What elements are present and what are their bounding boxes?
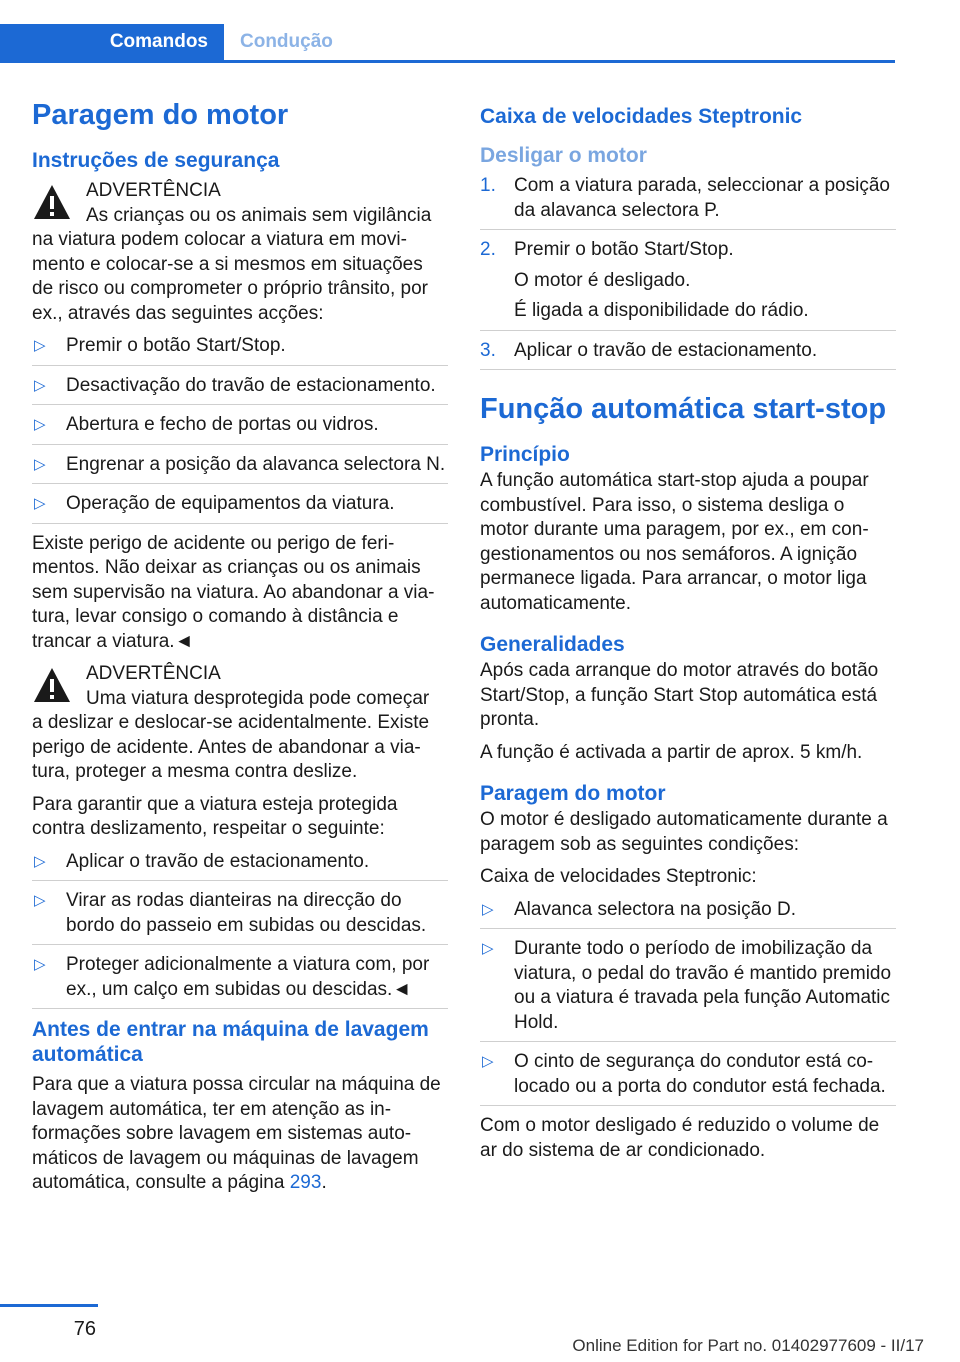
tab-conducao[interactable]: Condução bbox=[240, 31, 333, 52]
warning-triangle-icon bbox=[32, 183, 72, 221]
triangle-bullet-icon: ▷ bbox=[482, 1053, 494, 1070]
principle-heading: Princípio bbox=[480, 443, 570, 466]
principle-text: A função automática start-stop ajuda a poupar combustível. Para isso, o sistema desliga o motor durante uma paragem, por ex., em congestionamentos ou nos semáforos. A ignição permanece ligada. Para arrancar, o motor liga automaticamente. bbox=[480, 470, 869, 614]
triangle-bullet-icon: ▷ bbox=[34, 892, 46, 909]
warning-closing: Existe perigo de acidente ou perigo de ferimentos. Não deixar as crianças ou os animais sem supervisão na viatura. Ao abandonar a viatura, levar consigo o comando à distância e trancar a viatura.◄ bbox=[32, 532, 435, 652]
triangle-bullet-icon: ▷ bbox=[34, 495, 46, 512]
warning-text: na viatura podem colocar a viatura em movimento e colocar-se a si mesmos em situações de risco ou comprometer o próprio trânsito, por ex., através das seguintes acções: bbox=[32, 229, 429, 324]
carwash-heading: Antes de entrar na máquina de lavagem automática bbox=[32, 1018, 429, 1066]
right-column bbox=[480, 104, 896, 1171]
engine-off-heading: Desligar o motor bbox=[480, 144, 647, 167]
list-item: ▷ Proteger adicionalmente a viatura com, por ex., um calço em subidas ou descidas.◄ bbox=[32, 953, 448, 1009]
tab-comandos[interactable]: Comandos bbox=[0, 24, 224, 60]
warning-first-line: As crianças ou os animais sem vigilância bbox=[86, 204, 432, 226]
left-column bbox=[32, 98, 448, 1204]
stop-heading: Paragem do motor bbox=[480, 782, 666, 805]
triangle-bullet-icon: ▷ bbox=[34, 852, 46, 870]
header-tabs bbox=[0, 0, 895, 63]
triangle-bullet-icon: ▷ bbox=[34, 455, 46, 473]
warning-list bbox=[32, 334, 448, 524]
triangle-bullet-icon: ▷ bbox=[34, 376, 46, 394]
section-title: Paragem do motor bbox=[32, 99, 289, 131]
stop-text: O motor é desligado automaticamente durante a paragem sob as seguintes condições: bbox=[480, 809, 888, 855]
warning-block-2 bbox=[32, 662, 448, 1009]
list-item: 3. Aplicar o travão de estacionamento. bbox=[480, 339, 896, 371]
list-item: ▷ Aplicar o travão de estacionamento. bbox=[32, 850, 448, 882]
list-item: ▷ Abertura e fecho de portas ou vidros. bbox=[32, 413, 448, 445]
list-item: ▷ Alavanca selectora na posição D. bbox=[480, 898, 896, 930]
warning-intro: Para garantir que a viatura esteja protegida contra deslizamento, respeitar o seguinte: bbox=[32, 793, 398, 839]
general-text-2: A função é activada a partir de aprox. 5 km/h. bbox=[480, 741, 863, 763]
warning-label: ADVERTÊNCIA bbox=[86, 180, 221, 201]
general-heading: Generalidades bbox=[480, 633, 625, 656]
list-item: ▷ O cinto de segurança do condutor está colocado ou a porta do condutor está fechada. bbox=[480, 1050, 896, 1106]
triangle-bullet-icon: ▷ bbox=[34, 416, 46, 433]
warning-block-1 bbox=[32, 179, 448, 654]
warning-first-line: Uma viatura desprotegida pode começar bbox=[86, 687, 430, 709]
stop-list bbox=[480, 898, 896, 1107]
list-item: ▷ Engrenar a posição da alavanca selectora N. bbox=[32, 453, 448, 485]
stop-sub: Caixa de velocidades Steptronic: bbox=[480, 866, 757, 887]
carwash-text: Para que a viatura possa circular na máquina de lavagem automática, ter em atenção as informações sobre lavagem em sistemas automáticos de lavagem ou máquinas de lavagem automática, consulte a página 293. bbox=[32, 1074, 441, 1193]
list-item: 2. Premir o botão Start/Stop. O motor é desligado. É ligada a disponibilidade do rádio. bbox=[480, 238, 896, 331]
edition-note: Online Edition for Part no. 01402977609 - II/17 bbox=[572, 1336, 924, 1355]
steptronic-heading: Caixa de velocidades Steptronic bbox=[480, 105, 803, 128]
warning-label: ADVERTÊNCIA bbox=[86, 663, 221, 684]
safety-heading: Instruções de segurança bbox=[32, 149, 280, 172]
steps-list bbox=[480, 174, 896, 370]
list-item: ▷ Desactivação do travão de estacionamento. bbox=[32, 374, 448, 406]
general-text-1: Após cada arranque do motor através do botão Start/Stop, a função Start Stop automática está pronta. bbox=[480, 660, 879, 730]
func-title: Função automática start-stop bbox=[480, 393, 887, 425]
warning-triangle-icon bbox=[32, 666, 72, 704]
closing-text: Com o motor desligado é reduzido o volume de ar do sistema de ar condicionado. bbox=[480, 1115, 880, 1161]
page-number: 76 bbox=[73, 1318, 96, 1340]
triangle-bullet-icon: ▷ bbox=[34, 337, 46, 354]
list-item: 1. Com a viatura parada, seleccionar a posição da alavanca selectora P. bbox=[480, 174, 896, 230]
warning-text: a deslizar e deslocar-se acidentalmente. Existe perigo de acidente. Antes de abandonar a viatura, proteger a mesma contra deslize. bbox=[32, 712, 430, 782]
list-item: ▷ Virar as rodas dianteiras na direcção do bordo do passeio em subidas ou descidas. bbox=[32, 889, 448, 945]
triangle-bullet-icon: ▷ bbox=[34, 956, 46, 973]
warning-list bbox=[32, 850, 448, 1010]
triangle-bullet-icon: ▷ bbox=[482, 900, 494, 918]
list-item: ▷ Operação de equipamentos da viatura. bbox=[32, 492, 448, 524]
footer-rule bbox=[0, 1304, 98, 1307]
page-link[interactable]: 293 bbox=[289, 1172, 322, 1193]
list-item: ▷ Premir o botão Start/Stop. bbox=[32, 334, 448, 366]
triangle-bullet-icon: ▷ bbox=[482, 940, 494, 957]
list-item: ▷ Durante todo o período de imobilização da viatura, o pedal do travão é mantido premido ou a viatura é travada pela função Automatic Hold. bbox=[480, 937, 896, 1042]
